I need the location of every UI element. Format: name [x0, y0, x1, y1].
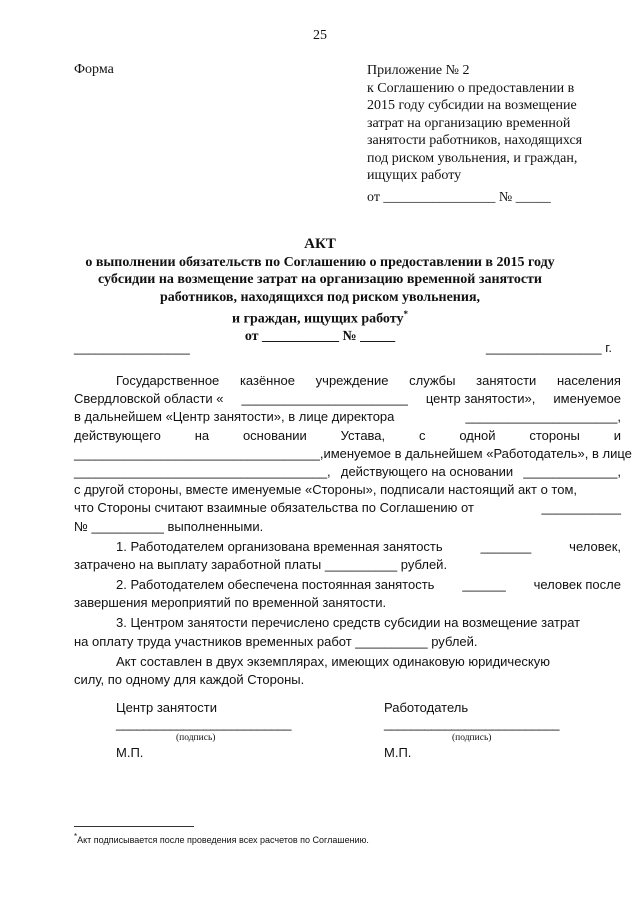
appendix-date-number: от ________________ № _____ — [367, 189, 551, 205]
signature-line-left: __________________________ — [116, 716, 291, 731]
body-text-segment: и — [613, 427, 621, 443]
form-label: Форма — [74, 62, 114, 77]
body-row — [74, 372, 621, 390]
body-text-segment: затрачено на выплату заработной платы __________ рублей. — [74, 556, 448, 572]
body-text-segment: действующего — [74, 427, 161, 443]
body-text-segment: ___________________________________, — [74, 463, 331, 479]
body-row — [74, 518, 621, 536]
body-text-segment: на оплату труда участников временных работ __________ рублей. — [74, 633, 478, 649]
signature-party-right: Работодатель — [384, 700, 469, 715]
body-text-segment: _______ — [480, 538, 532, 554]
body-text-segment: стороны — [529, 427, 580, 443]
title-line-text: и граждан, ищущих работу — [232, 311, 404, 327]
body-text-segment: с — [418, 427, 426, 443]
body-text-segment: Государственное — [116, 373, 220, 388]
body-text-segment: основании — [242, 427, 307, 443]
body-text-segment: с другой стороны, вместе именуемые «Стороны», подписали настоящий акт о том, — [74, 482, 578, 498]
body-text-segment: ______ — [462, 577, 506, 593]
body-text-segment: ___________ — [541, 500, 621, 516]
body-row — [74, 594, 621, 612]
body-row — [74, 671, 621, 689]
signature-caption-left: (подпись) — [176, 733, 216, 743]
body-row — [74, 408, 621, 426]
body-row — [74, 614, 621, 632]
body-row — [74, 576, 621, 594]
body-text-segment: человек после — [533, 577, 621, 593]
seal-right: М.П. — [384, 745, 412, 760]
appendix-block — [367, 62, 582, 206]
footnote — [74, 832, 369, 845]
body-text-segment: _______________________ — [241, 391, 408, 407]
body-row — [74, 390, 621, 408]
body-row — [74, 481, 621, 499]
title-line: работников, находящихся под риском увольнения, — [159, 289, 481, 305]
body-text-segment: человек, — [569, 538, 621, 554]
body-text-segment: __________________________________, — [74, 445, 324, 461]
body-text-segment: одной — [459, 427, 496, 443]
title-line: субсидии на возмещение затрат на организацию временной занятости — [98, 272, 542, 287]
footnote-text: Акт подписывается после проведения всех расчетов по Соглашению. — [77, 835, 369, 845]
appendix-line: занятости работников, находящихся — [367, 133, 583, 148]
body-text-segment: именуемое — [553, 391, 621, 407]
seal-left: М.П. — [116, 745, 144, 760]
body-text-segment: действующего на основании — [340, 463, 514, 479]
body-row — [74, 499, 621, 517]
body-text-segment: Устава, — [340, 427, 386, 443]
page-number: 25 — [313, 28, 327, 43]
body-text-segment: в дальнейшем «Центр занятости», в лице директора — [74, 409, 395, 425]
body-text-segment: _____________, — [523, 463, 621, 479]
appendix-line: 2015 году субсидии на возмещение — [367, 98, 577, 113]
body-text-segment: учреждение — [315, 373, 389, 388]
body-text-segment: _____________________, — [465, 409, 621, 425]
body-text-segment: Акт составлен в двух экземплярах, имеющих одинаковую юридическую — [116, 653, 551, 669]
body-text-segment: 3. Центром занятости перечислено средств субсидии на возмещение затрат — [116, 615, 581, 631]
body-text-segment: что Стороны считают взаимные обязательства по Соглашению от — [74, 500, 474, 516]
body-text-segment: казённое — [239, 373, 296, 388]
body-text-segment: завершения мероприятий по временной занятости. — [74, 595, 387, 611]
appendix-line: ищущих работу — [367, 168, 462, 183]
body-text-segment: занятости — [476, 373, 537, 388]
body-text-segment: № __________ выполненными. — [74, 518, 264, 534]
body-row — [74, 556, 621, 574]
footnote-mark: * — [74, 832, 78, 841]
body-row — [74, 445, 632, 463]
body-text-segment: Свердловской области « — [74, 391, 224, 407]
body-text-segment: 1. Работодателем организована временная занятость — [116, 538, 443, 554]
body-text-segment: на — [194, 427, 210, 443]
date-blank: ________________ г. — [485, 340, 612, 355]
body-text-segment: силу, по одному для каждой Стороны. — [74, 672, 305, 687]
body-row — [74, 538, 621, 556]
body-row — [74, 633, 621, 651]
act-body — [74, 372, 632, 689]
signature-party-left: Центр занятости — [116, 700, 217, 715]
title-date-number: от ___________ № _____ — [244, 329, 396, 345]
body-text-segment: службы — [409, 373, 456, 388]
appendix-line: затрат на организацию временной — [367, 115, 571, 131]
footnote-divider — [74, 826, 194, 827]
title-heading: АКТ — [304, 236, 336, 252]
body-text-segment: 2. Работодателем обеспечена постоянная занятость — [116, 577, 435, 593]
signature-line-right: __________________________ — [384, 716, 559, 731]
appendix-line: к Соглашению о предоставлении в — [367, 80, 575, 96]
footnote-reference: * — [403, 309, 408, 319]
body-row — [74, 463, 621, 481]
body-text-segment: центр занятости», — [425, 391, 536, 407]
body-text-segment: населения — [556, 373, 621, 388]
title-line: о выполнении обязательств по Соглашению о предоставлении в 2015 году — [85, 254, 555, 270]
appendix-line: под риском увольнения, и граждан, — [367, 150, 578, 166]
body-row — [74, 653, 621, 671]
signature-caption-right: (подпись) — [452, 733, 492, 743]
title-line — [0, 306, 640, 328]
body-row — [74, 427, 621, 445]
place-blank: ________________ — [74, 340, 190, 355]
appendix-line: Приложение № 2 — [367, 63, 470, 78]
body-text-segment: именуемое в дальнейшем «Работодатель», в лице — [323, 445, 632, 461]
document-title — [0, 236, 640, 346]
